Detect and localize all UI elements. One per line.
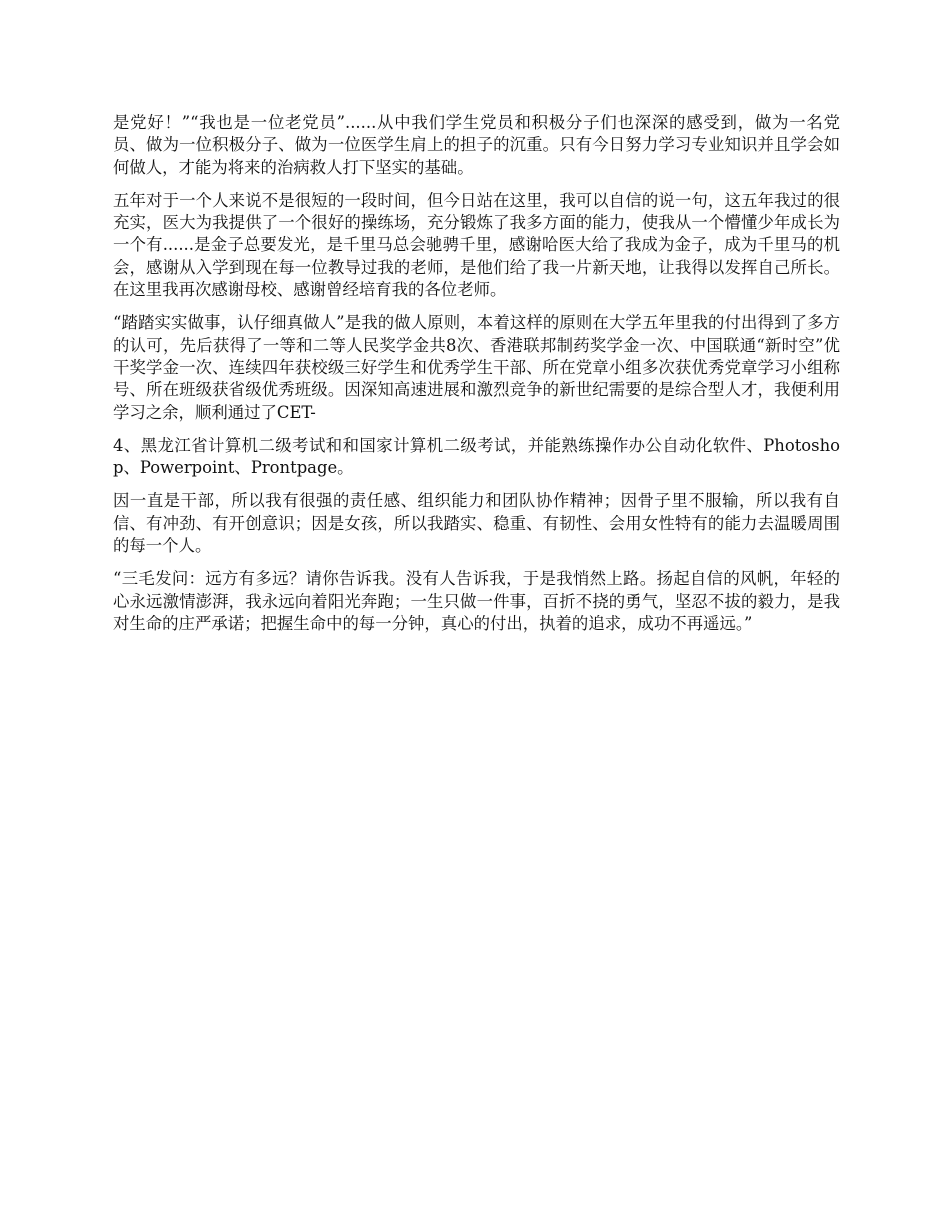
paragraph-6: “三毛发问：远方有多远？请你告诉我。没有人告诉我，于是我悄然上路。扬起自信的风帆，年轻的心永远激情澎湃，我永远向着阳光奔跑；一生只做一件事，百折不挠的勇气，坚忍不拔的毅力，是我对生命的庄严承诺；把握生命中的每一分钟，真心的付出，执着的追求，成功不再遥远。”: [113, 569, 840, 633]
paragraph-5: 因一直是干部，所以我有很强的责任感、组织能力和团队协作精神；因骨子里不服输，所以我有自信、有冲劲、有开创意识；因是女孩，所以我踏实、稳重、有韧性、会用女性特有的能力去温暖周围的每一个人。: [113, 491, 840, 556]
paragraph-4: 4、黑龙江省计算机二级考试和和国家计算机二级考试，并能熟练操作办公自动化软件、Photoshop、Powerpoint、Prontpage。: [113, 435, 840, 478]
paragraph-1: 是党好！”“我也是一位老党员”......从中我们学生党员和积极分子们也深深的感受到，做为一名党员、做为一位积极分子、做为一位医学生肩上的担子的沉重。只有今日努力学习专业知识并且学会如何做人，才能为将来的治病救人打下坚实的基础。: [113, 113, 840, 177]
paragraph-3: “踏踏实实做事，认仔细真做人”是我的做人原则，本着这样的原则在大学五年里我的付出得到了多方的认可，先后获得了一等和二等人民奖学金共8次、香港联邦制药奖学金一次、中国联通“新时空”优干奖学金一次、连续四年获校级三好学生和优秀学生干部、所在党章小组多次获优秀党章学习小组称号、所在班级获省级优秀班级。因深知高速进展和激烈竞争的新世纪需要的是综合型人才，我便利用学习之余，顺利通过了CET-: [113, 313, 840, 422]
document-body: [113, 112, 840, 646]
paragraph-2: 五年对于一个人来说不是很短的一段时间，但今日站在这里，我可以自信的说一句，这五年我过的很充实，医大为我提供了一个很好的操练场，充分锻炼了我多方面的能力，使我从一个懵懂少年成长为一个有......是金子总要发光，是千里马总会驰骋千里，感谢哈医大给了我成为金子，成为千里马的机会，感谢从入学到现在每一位教导过我的老师，是他们给了我一片新天地，让我得以发挥自己所长。在这里我再次感谢母校、感谢曾经培育我的各位老师。: [113, 190, 840, 300]
